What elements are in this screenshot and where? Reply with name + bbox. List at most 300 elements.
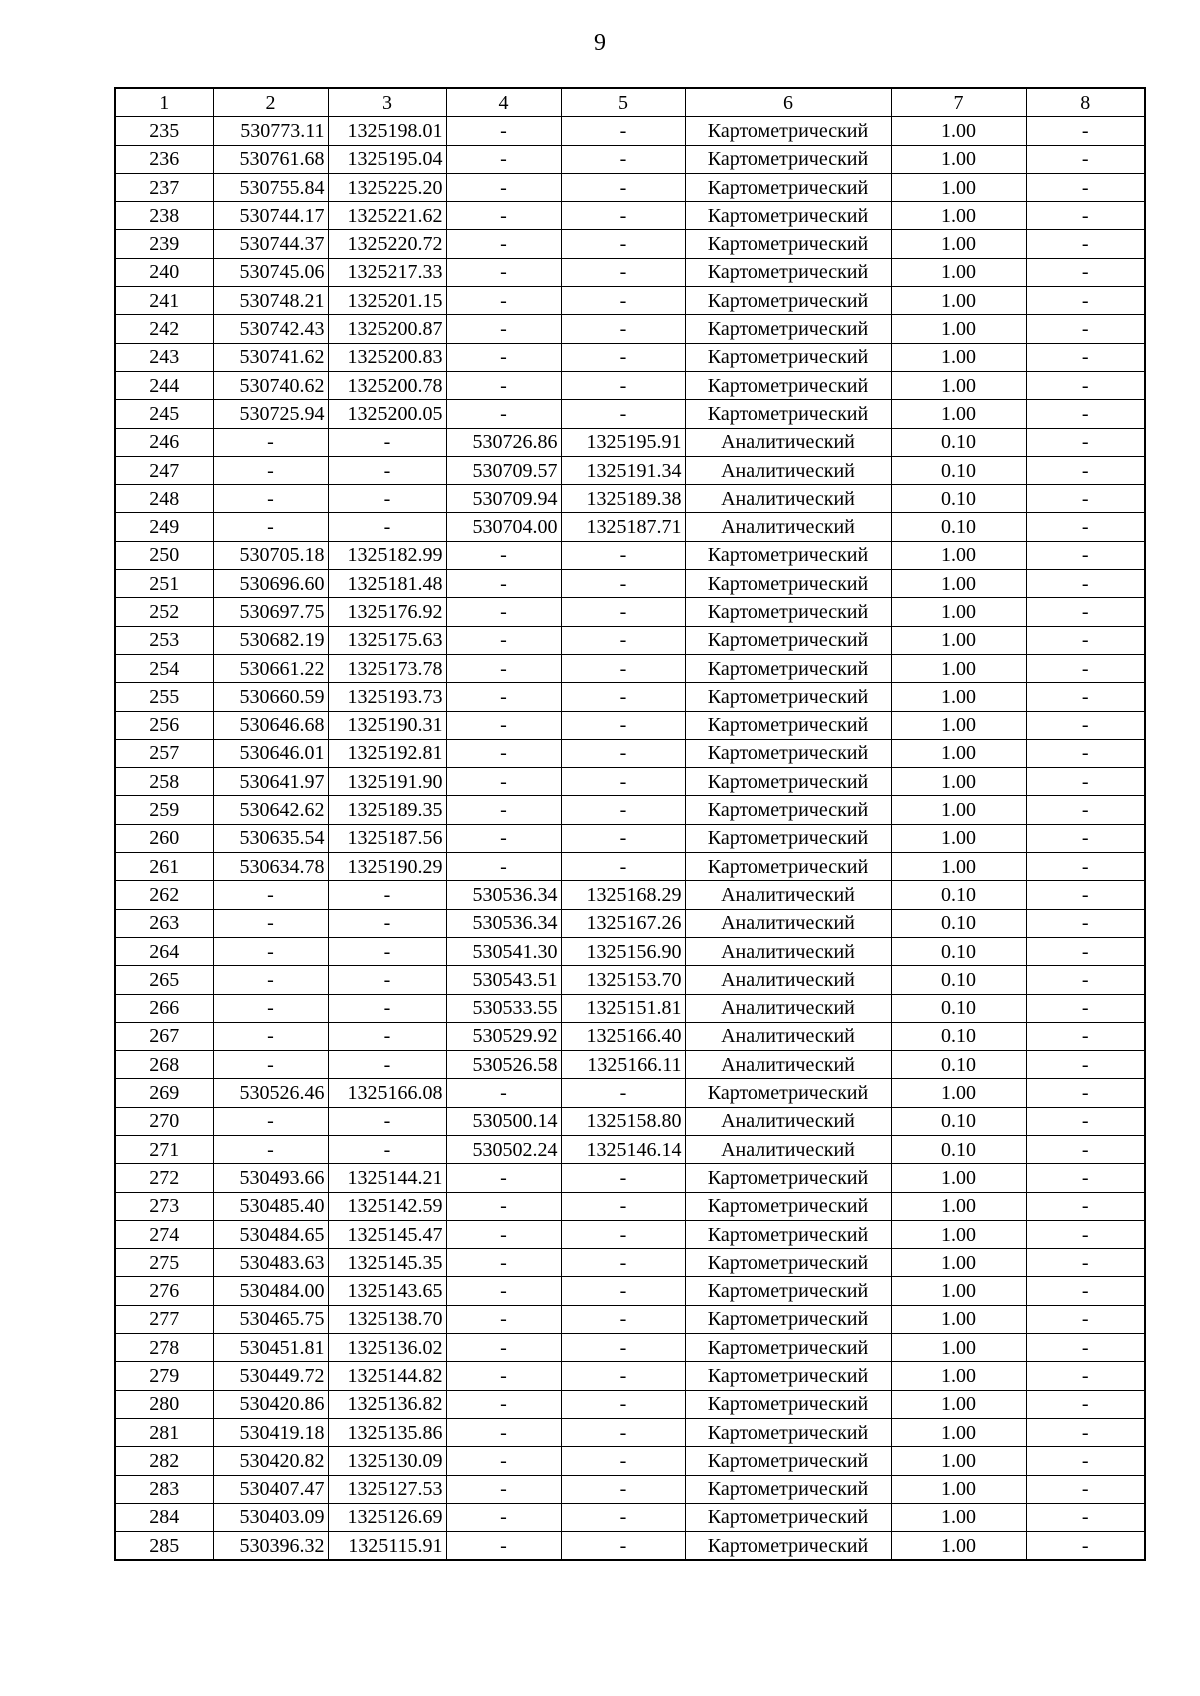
accuracy-cell: 1.00: [891, 739, 1026, 767]
x-coordinate-alt-cell: 530704.00: [446, 513, 561, 541]
table-row: [115, 145, 1145, 173]
method-cell: Картометрический: [685, 371, 891, 399]
point-number-cell: 274: [115, 1220, 213, 1248]
table-row: [115, 1503, 1145, 1531]
accuracy-cell: 0.10: [891, 994, 1026, 1022]
table-row: [115, 598, 1145, 626]
note-cell: -: [1026, 485, 1145, 513]
x-coordinate-alt-cell: -: [446, 626, 561, 654]
accuracy-cell: 1.00: [891, 1164, 1026, 1192]
method-cell: Картометрический: [685, 343, 891, 371]
point-number-cell: 254: [115, 654, 213, 682]
point-number-cell: 241: [115, 287, 213, 315]
y-coordinate-alt-cell: -: [561, 1503, 685, 1531]
x-coordinate-alt-cell: -: [446, 711, 561, 739]
x-coordinate-alt-cell: -: [446, 145, 561, 173]
x-coordinate-alt-cell: -: [446, 570, 561, 598]
x-coordinate-cell: 530634.78: [213, 853, 328, 881]
y-coordinate-alt-cell: -: [561, 1334, 685, 1362]
note-cell: -: [1026, 1277, 1145, 1305]
x-coordinate-cell: -: [213, 485, 328, 513]
x-coordinate-cell: 530451.81: [213, 1334, 328, 1362]
note-cell: -: [1026, 117, 1145, 145]
x-coordinate-cell: 530661.22: [213, 654, 328, 682]
note-cell: -: [1026, 1192, 1145, 1220]
x-coordinate-cell: 530465.75: [213, 1305, 328, 1333]
method-cell: Картометрический: [685, 598, 891, 626]
y-coordinate-cell: 1325221.62: [328, 202, 446, 230]
table-row: [115, 1418, 1145, 1446]
method-cell: Картометрический: [685, 654, 891, 682]
point-number-cell: 281: [115, 1418, 213, 1446]
y-coordinate-cell: -: [328, 966, 446, 994]
accuracy-cell: 0.10: [891, 881, 1026, 909]
x-coordinate-cell: -: [213, 456, 328, 484]
method-cell: Картометрический: [685, 1475, 891, 1503]
x-coordinate-alt-cell: -: [446, 1362, 561, 1390]
x-coordinate-alt-cell: -: [446, 1249, 561, 1277]
x-coordinate-cell: 530744.17: [213, 202, 328, 230]
y-coordinate-cell: 1325200.78: [328, 371, 446, 399]
note-cell: -: [1026, 1334, 1145, 1362]
y-coordinate-cell: 1325143.65: [328, 1277, 446, 1305]
note-cell: -: [1026, 570, 1145, 598]
table-row: [115, 428, 1145, 456]
accuracy-cell: 1.00: [891, 768, 1026, 796]
column-header: 4: [446, 88, 561, 117]
x-coordinate-cell: 530403.09: [213, 1503, 328, 1531]
table-row: [115, 909, 1145, 937]
y-coordinate-cell: -: [328, 428, 446, 456]
method-cell: Картометрический: [685, 117, 891, 145]
point-number-cell: 244: [115, 371, 213, 399]
note-cell: -: [1026, 1418, 1145, 1446]
table-row: [115, 824, 1145, 852]
x-coordinate-cell: -: [213, 1135, 328, 1163]
method-cell: Аналитический: [685, 909, 891, 937]
method-cell: Аналитический: [685, 1107, 891, 1135]
note-cell: -: [1026, 1107, 1145, 1135]
x-coordinate-alt-cell: 530536.34: [446, 881, 561, 909]
accuracy-cell: 1.00: [891, 400, 1026, 428]
accuracy-cell: 1.00: [891, 1532, 1026, 1561]
note-cell: -: [1026, 1390, 1145, 1418]
y-coordinate-cell: -: [328, 1107, 446, 1135]
y-coordinate-cell: 1325198.01: [328, 117, 446, 145]
accuracy-cell: 1.00: [891, 1220, 1026, 1248]
x-coordinate-cell: 530725.94: [213, 400, 328, 428]
x-coordinate-cell: -: [213, 881, 328, 909]
y-coordinate-cell: 1325200.83: [328, 343, 446, 371]
table-row: [115, 371, 1145, 399]
x-coordinate-alt-cell: 530543.51: [446, 966, 561, 994]
point-number-cell: 272: [115, 1164, 213, 1192]
accuracy-cell: 1.00: [891, 796, 1026, 824]
x-coordinate-cell: 530419.18: [213, 1418, 328, 1446]
y-coordinate-cell: 1325189.35: [328, 796, 446, 824]
table-row: [115, 796, 1145, 824]
point-number-cell: 250: [115, 541, 213, 569]
table-row: [115, 1447, 1145, 1475]
point-number-cell: 236: [115, 145, 213, 173]
accuracy-cell: 0.10: [891, 1051, 1026, 1079]
x-coordinate-cell: -: [213, 428, 328, 456]
column-header: 8: [1026, 88, 1145, 117]
y-coordinate-alt-cell: -: [561, 739, 685, 767]
x-coordinate-alt-cell: -: [446, 1334, 561, 1362]
method-cell: Аналитический: [685, 428, 891, 456]
table-row: [115, 1079, 1145, 1107]
note-cell: -: [1026, 315, 1145, 343]
note-cell: -: [1026, 937, 1145, 965]
y-coordinate-alt-cell: 1325166.40: [561, 1022, 685, 1050]
x-coordinate-alt-cell: -: [446, 1390, 561, 1418]
table-row: [115, 400, 1145, 428]
y-coordinate-cell: -: [328, 1135, 446, 1163]
accuracy-cell: 0.10: [891, 966, 1026, 994]
table-row: [115, 853, 1145, 881]
point-number-cell: 259: [115, 796, 213, 824]
x-coordinate-alt-cell: -: [446, 315, 561, 343]
table-row: [115, 456, 1145, 484]
x-coordinate-alt-cell: -: [446, 1277, 561, 1305]
x-coordinate-alt-cell: -: [446, 598, 561, 626]
x-coordinate-cell: 530740.62: [213, 371, 328, 399]
method-cell: Аналитический: [685, 881, 891, 909]
point-number-cell: 245: [115, 400, 213, 428]
method-cell: Аналитический: [685, 1051, 891, 1079]
y-coordinate-alt-cell: -: [561, 258, 685, 286]
x-coordinate-alt-cell: -: [446, 1503, 561, 1531]
table-row: [115, 173, 1145, 201]
x-coordinate-alt-cell: -: [446, 117, 561, 145]
point-number-cell: 279: [115, 1362, 213, 1390]
y-coordinate-alt-cell: 1325187.71: [561, 513, 685, 541]
y-coordinate-alt-cell: -: [561, 1475, 685, 1503]
x-coordinate-cell: 530773.11: [213, 117, 328, 145]
note-cell: -: [1026, 853, 1145, 881]
x-coordinate-cell: 530755.84: [213, 173, 328, 201]
x-coordinate-alt-cell: 530726.86: [446, 428, 561, 456]
accuracy-cell: 1.00: [891, 711, 1026, 739]
y-coordinate-cell: 1325144.21: [328, 1164, 446, 1192]
note-cell: -: [1026, 456, 1145, 484]
table-row: [115, 1051, 1145, 1079]
table-row: [115, 117, 1145, 145]
point-number-cell: 243: [115, 343, 213, 371]
method-cell: Картометрический: [685, 1532, 891, 1561]
x-coordinate-alt-cell: -: [446, 1164, 561, 1192]
x-coordinate-alt-cell: 530541.30: [446, 937, 561, 965]
y-coordinate-cell: 1325190.29: [328, 853, 446, 881]
note-cell: -: [1026, 1051, 1145, 1079]
table-row: [115, 739, 1145, 767]
note-cell: -: [1026, 287, 1145, 315]
point-number-cell: 247: [115, 456, 213, 484]
point-number-cell: 265: [115, 966, 213, 994]
x-coordinate-cell: 530741.62: [213, 343, 328, 371]
x-coordinate-alt-cell: -: [446, 1418, 561, 1446]
point-number-cell: 273: [115, 1192, 213, 1220]
y-coordinate-cell: 1325201.15: [328, 287, 446, 315]
coordinates-table: [114, 87, 1146, 1561]
x-coordinate-cell: 530485.40: [213, 1192, 328, 1220]
x-coordinate-alt-cell: -: [446, 230, 561, 258]
method-cell: Картометрический: [685, 400, 891, 428]
note-cell: -: [1026, 1022, 1145, 1050]
x-coordinate-cell: 530635.54: [213, 824, 328, 852]
point-number-cell: 248: [115, 485, 213, 513]
y-coordinate-cell: 1325130.09: [328, 1447, 446, 1475]
accuracy-cell: 1.00: [891, 202, 1026, 230]
accuracy-cell: 1.00: [891, 1503, 1026, 1531]
method-cell: Картометрический: [685, 1390, 891, 1418]
x-coordinate-alt-cell: -: [446, 343, 561, 371]
note-cell: -: [1026, 1249, 1145, 1277]
accuracy-cell: 1.00: [891, 230, 1026, 258]
y-coordinate-alt-cell: -: [561, 796, 685, 824]
accuracy-cell: 0.10: [891, 1107, 1026, 1135]
accuracy-cell: 1.00: [891, 570, 1026, 598]
point-number-cell: 237: [115, 173, 213, 201]
method-cell: Аналитический: [685, 485, 891, 513]
point-number-cell: 251: [115, 570, 213, 598]
method-cell: Картометрический: [685, 541, 891, 569]
y-coordinate-alt-cell: 1325168.29: [561, 881, 685, 909]
x-coordinate-alt-cell: -: [446, 1192, 561, 1220]
table-row: [115, 1277, 1145, 1305]
note-cell: -: [1026, 400, 1145, 428]
y-coordinate-alt-cell: -: [561, 598, 685, 626]
method-cell: Картометрический: [685, 683, 891, 711]
note-cell: -: [1026, 1362, 1145, 1390]
y-coordinate-alt-cell: 1325158.80: [561, 1107, 685, 1135]
x-coordinate-alt-cell: -: [446, 1079, 561, 1107]
y-coordinate-alt-cell: 1325153.70: [561, 966, 685, 994]
table-row: [115, 768, 1145, 796]
x-coordinate-cell: 530396.32: [213, 1532, 328, 1561]
method-cell: Картометрический: [685, 570, 891, 598]
accuracy-cell: 0.10: [891, 909, 1026, 937]
accuracy-cell: 1.00: [891, 287, 1026, 315]
y-coordinate-cell: -: [328, 994, 446, 1022]
x-coordinate-cell: -: [213, 909, 328, 937]
y-coordinate-cell: -: [328, 1022, 446, 1050]
method-cell: Картометрический: [685, 173, 891, 201]
note-cell: -: [1026, 1305, 1145, 1333]
x-coordinate-cell: 530646.68: [213, 711, 328, 739]
y-coordinate-cell: 1325217.33: [328, 258, 446, 286]
y-coordinate-cell: 1325115.91: [328, 1532, 446, 1561]
table-row: [115, 1135, 1145, 1163]
accuracy-cell: 1.00: [891, 173, 1026, 201]
method-cell: Аналитический: [685, 1022, 891, 1050]
point-number-cell: 255: [115, 683, 213, 711]
accuracy-cell: 0.10: [891, 1022, 1026, 1050]
method-cell: Аналитический: [685, 1135, 891, 1163]
y-coordinate-alt-cell: -: [561, 1277, 685, 1305]
note-cell: -: [1026, 966, 1145, 994]
x-coordinate-cell: 530484.65: [213, 1220, 328, 1248]
method-cell: Картометрический: [685, 739, 891, 767]
accuracy-cell: 0.10: [891, 456, 1026, 484]
note-cell: -: [1026, 343, 1145, 371]
y-coordinate-alt-cell: -: [561, 626, 685, 654]
table-row: [115, 1164, 1145, 1192]
accuracy-cell: 0.10: [891, 937, 1026, 965]
note-cell: -: [1026, 1532, 1145, 1561]
table-row: [115, 1220, 1145, 1248]
table-row: [115, 1249, 1145, 1277]
method-cell: Картометрический: [685, 1503, 891, 1531]
y-coordinate-alt-cell: -: [561, 173, 685, 201]
x-coordinate-cell: 530697.75: [213, 598, 328, 626]
y-coordinate-alt-cell: -: [561, 343, 685, 371]
table-row: [115, 937, 1145, 965]
point-number-cell: 283: [115, 1475, 213, 1503]
accuracy-cell: 1.00: [891, 853, 1026, 881]
y-coordinate-cell: 1325173.78: [328, 654, 446, 682]
note-cell: -: [1026, 1220, 1145, 1248]
x-coordinate-alt-cell: 530526.58: [446, 1051, 561, 1079]
x-coordinate-alt-cell: -: [446, 400, 561, 428]
accuracy-cell: 0.10: [891, 1135, 1026, 1163]
method-cell: Картометрический: [685, 1418, 891, 1446]
x-coordinate-cell: 530484.00: [213, 1277, 328, 1305]
table-row: [115, 1305, 1145, 1333]
x-coordinate-alt-cell: -: [446, 768, 561, 796]
y-coordinate-cell: 1325138.70: [328, 1305, 446, 1333]
y-coordinate-cell: -: [328, 881, 446, 909]
point-number-cell: 262: [115, 881, 213, 909]
x-coordinate-cell: 530641.97: [213, 768, 328, 796]
column-header: 2: [213, 88, 328, 117]
method-cell: Картометрический: [685, 145, 891, 173]
y-coordinate-alt-cell: -: [561, 1418, 685, 1446]
table-row: [115, 711, 1145, 739]
y-coordinate-cell: 1325126.69: [328, 1503, 446, 1531]
x-coordinate-alt-cell: -: [446, 853, 561, 881]
x-coordinate-cell: 530642.62: [213, 796, 328, 824]
point-number-cell: 235: [115, 117, 213, 145]
table-row: [115, 315, 1145, 343]
point-number-cell: 256: [115, 711, 213, 739]
point-number-cell: 253: [115, 626, 213, 654]
table-row: [115, 881, 1145, 909]
accuracy-cell: 1.00: [891, 683, 1026, 711]
note-cell: -: [1026, 909, 1145, 937]
note-cell: -: [1026, 598, 1145, 626]
method-cell: Аналитический: [685, 966, 891, 994]
method-cell: Аналитический: [685, 513, 891, 541]
table-row: [115, 1107, 1145, 1135]
y-coordinate-alt-cell: 1325189.38: [561, 485, 685, 513]
note-cell: -: [1026, 428, 1145, 456]
x-coordinate-alt-cell: -: [446, 287, 561, 315]
y-coordinate-alt-cell: -: [561, 371, 685, 399]
table-row: [115, 1334, 1145, 1362]
y-coordinate-alt-cell: -: [561, 230, 685, 258]
table-row: [115, 1390, 1145, 1418]
y-coordinate-cell: 1325135.86: [328, 1418, 446, 1446]
method-cell: Картометрический: [685, 202, 891, 230]
accuracy-cell: 1.00: [891, 1305, 1026, 1333]
y-coordinate-alt-cell: -: [561, 1249, 685, 1277]
y-coordinate-cell: 1325195.04: [328, 145, 446, 173]
method-cell: Картометрический: [685, 1305, 891, 1333]
point-number-cell: 260: [115, 824, 213, 852]
y-coordinate-cell: 1325181.48: [328, 570, 446, 598]
y-coordinate-cell: 1325136.02: [328, 1334, 446, 1362]
point-number-cell: 278: [115, 1334, 213, 1362]
accuracy-cell: 1.00: [891, 315, 1026, 343]
column-header: 7: [891, 88, 1026, 117]
table-row: [115, 994, 1145, 1022]
x-coordinate-alt-cell: -: [446, 824, 561, 852]
note-cell: -: [1026, 796, 1145, 824]
x-coordinate-cell: -: [213, 966, 328, 994]
point-number-cell: 282: [115, 1447, 213, 1475]
x-coordinate-alt-cell: 530529.92: [446, 1022, 561, 1050]
y-coordinate-cell: 1325145.35: [328, 1249, 446, 1277]
point-number-cell: 277: [115, 1305, 213, 1333]
note-cell: -: [1026, 1447, 1145, 1475]
x-coordinate-cell: 530761.68: [213, 145, 328, 173]
y-coordinate-alt-cell: -: [561, 145, 685, 173]
method-cell: Картометрический: [685, 230, 891, 258]
note-cell: -: [1026, 683, 1145, 711]
y-coordinate-alt-cell: -: [561, 570, 685, 598]
y-coordinate-alt-cell: -: [561, 1079, 685, 1107]
y-coordinate-cell: -: [328, 485, 446, 513]
x-coordinate-alt-cell: -: [446, 173, 561, 201]
table-body: [115, 117, 1145, 1561]
accuracy-cell: 1.00: [891, 1277, 1026, 1305]
x-coordinate-alt-cell: -: [446, 654, 561, 682]
method-cell: Аналитический: [685, 456, 891, 484]
method-cell: Картометрический: [685, 1277, 891, 1305]
y-coordinate-alt-cell: 1325166.11: [561, 1051, 685, 1079]
x-coordinate-alt-cell: -: [446, 258, 561, 286]
x-coordinate-cell: -: [213, 937, 328, 965]
table-row: [115, 1022, 1145, 1050]
point-number-cell: 280: [115, 1390, 213, 1418]
y-coordinate-cell: 1325136.82: [328, 1390, 446, 1418]
table-row: [115, 1362, 1145, 1390]
table-row: [115, 626, 1145, 654]
x-coordinate-cell: 530682.19: [213, 626, 328, 654]
method-cell: Картометрический: [685, 1079, 891, 1107]
y-coordinate-alt-cell: -: [561, 1220, 685, 1248]
accuracy-cell: 1.00: [891, 1475, 1026, 1503]
accuracy-cell: 1.00: [891, 343, 1026, 371]
y-coordinate-cell: -: [328, 937, 446, 965]
x-coordinate-cell: 530420.86: [213, 1390, 328, 1418]
x-coordinate-cell: 530696.60: [213, 570, 328, 598]
y-coordinate-alt-cell: -: [561, 1532, 685, 1561]
method-cell: Картометрический: [685, 1164, 891, 1192]
point-number-cell: 267: [115, 1022, 213, 1050]
accuracy-cell: 0.10: [891, 485, 1026, 513]
accuracy-cell: 1.00: [891, 1362, 1026, 1390]
note-cell: -: [1026, 654, 1145, 682]
point-number-cell: 275: [115, 1249, 213, 1277]
y-coordinate-cell: 1325191.90: [328, 768, 446, 796]
x-coordinate-alt-cell: -: [446, 796, 561, 824]
y-coordinate-cell: 1325145.47: [328, 1220, 446, 1248]
table-row: [115, 683, 1145, 711]
note-cell: -: [1026, 1503, 1145, 1531]
